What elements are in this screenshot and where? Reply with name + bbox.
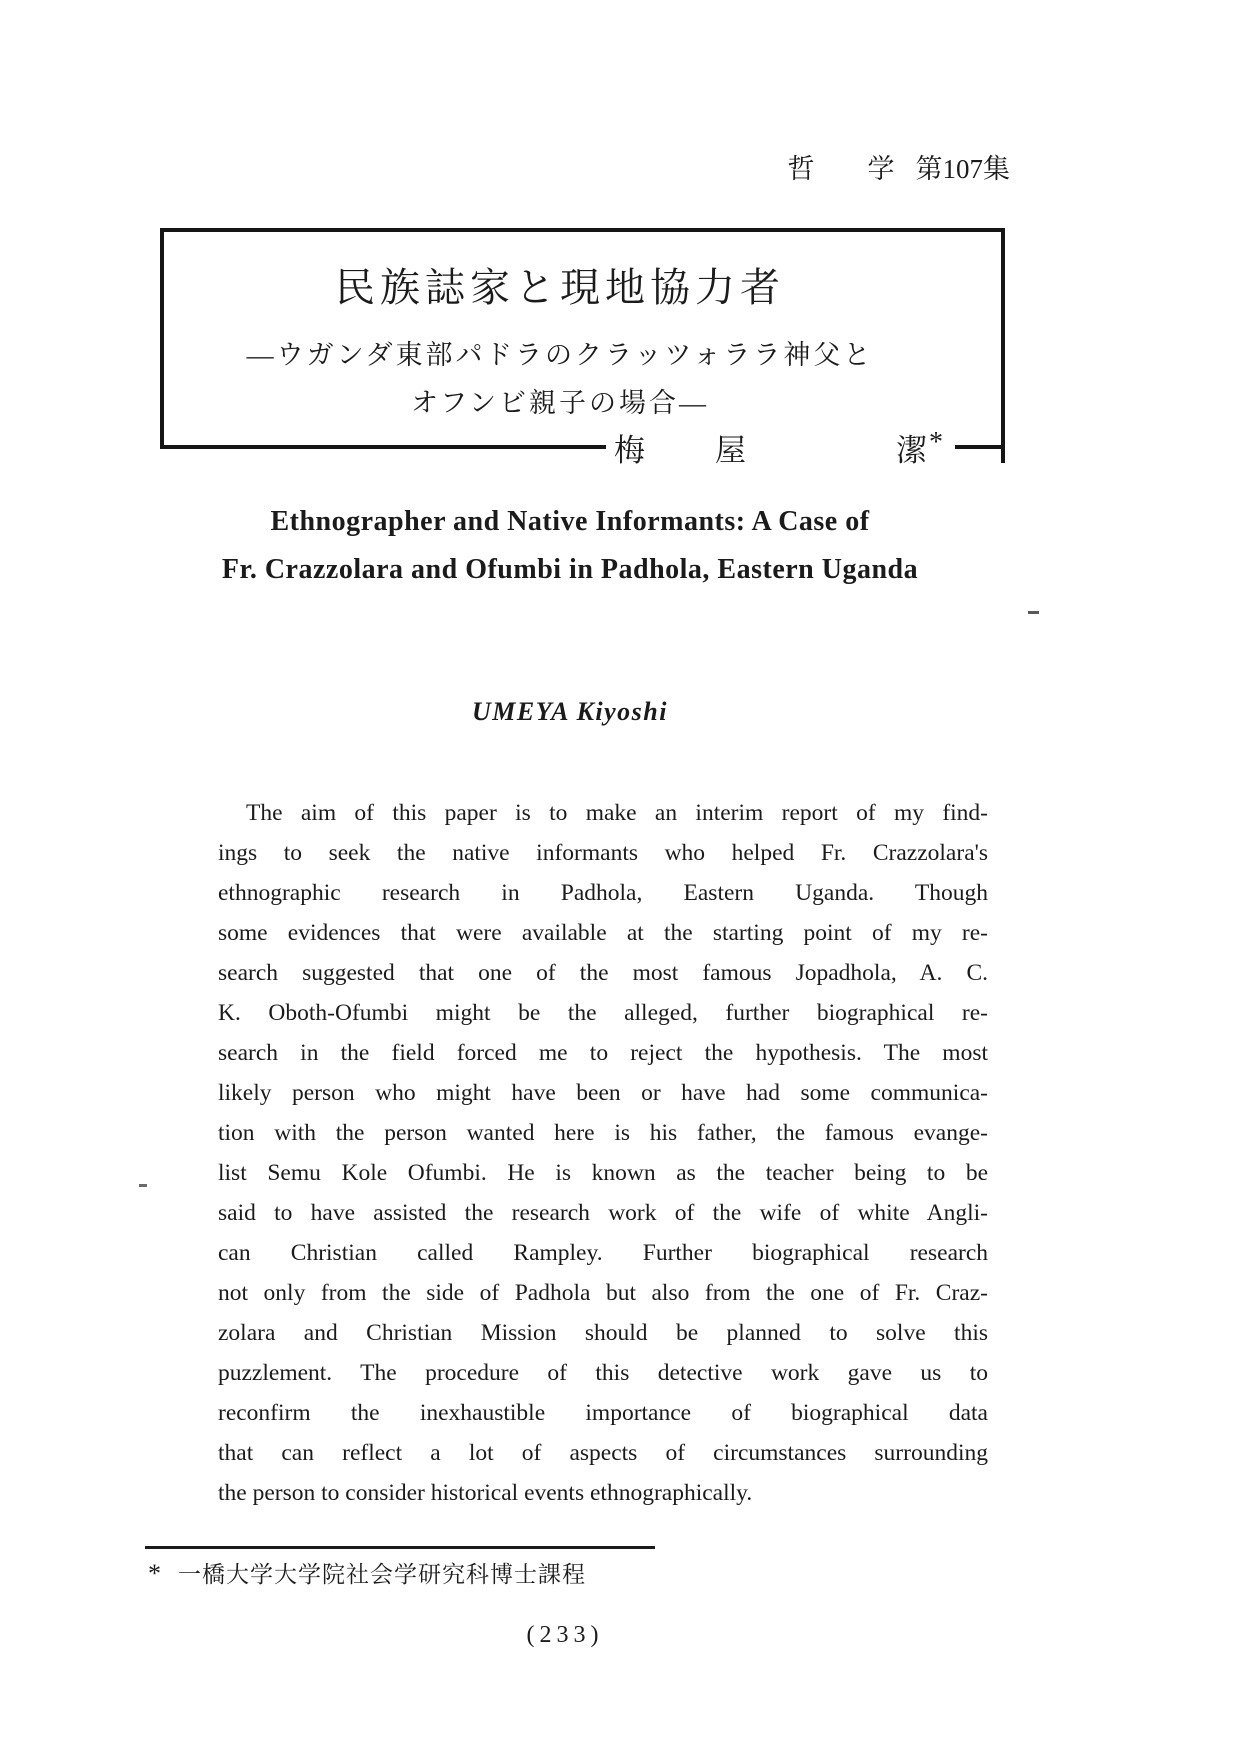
abstract-line: tion with the person wanted here is his father, the famous evange- — [218, 1120, 988, 1146]
abstract-line: likely person who might have been or have had some communica- — [218, 1080, 988, 1106]
footnote-marker: * — [148, 1559, 162, 1588]
page-number: (233) — [526, 1622, 604, 1648]
author-rule-left — [160, 445, 606, 449]
scan-artifact — [139, 1184, 147, 1187]
english-title-line-2: Fr. Crazzolara and Ofumbi in Padhola, Eastern Uganda — [221, 554, 919, 585]
author-name-romanized: UMEYA Kiyoshi — [471, 697, 668, 726]
footnote-text: 一橋大学大学院社会学研究科博士課程 — [178, 1562, 586, 1587]
abstract-line: The aim of this paper is to make an interim report of my find- — [246, 800, 988, 826]
abstract-line: can Christian called Rampley. Further biographical research — [218, 1240, 988, 1266]
journal-issue-number: 第107集 — [915, 154, 1010, 184]
abstract-line: list Semu Kole Ofumbi. He is known as the teacher being to be — [218, 1160, 988, 1186]
abstract-line: zolara and Christian Mission should be planned to solve this — [218, 1320, 988, 1346]
abstract-line: reconfirm the inexhaustible importance of biographical data — [218, 1400, 988, 1426]
abstract-line: said to have assisted the research work of the wife of white Angli- — [218, 1200, 988, 1226]
author-surname-char: 屋 — [715, 432, 746, 468]
author-footnote-marker: * — [929, 427, 943, 458]
abstract-line: K. Oboth-Ofumbi might be the alleged, further biographical re- — [218, 1000, 988, 1026]
author-rule-right — [955, 445, 1005, 449]
abstract-line: the person to consider historical events ethnographically. — [218, 1480, 753, 1506]
journal-header — [788, 147, 1011, 186]
title-box — [160, 228, 1005, 468]
abstract-line: search in the field forced me to reject the hypothesis. The most — [218, 1040, 988, 1066]
footnote — [148, 1556, 586, 1589]
paper-title-japanese: 民族誌家と現地協力者 — [335, 265, 785, 310]
journal-title-char: 哲 — [787, 154, 815, 184]
abstract-line: that can reflect a lot of aspects of circumstances surrounding — [218, 1440, 988, 1466]
abstract-line: ings to seek the native informants who helped Fr. Crazzolara's — [218, 840, 988, 866]
abstract-line: puzzlement. The procedure of this detective work gave us to — [218, 1360, 988, 1386]
scan-artifact — [1028, 611, 1039, 614]
paper-title-english — [0, 498, 1140, 594]
abstract-line: ethnographic research in Padhola, Eastern Uganda. Though — [218, 880, 988, 906]
footnote-rule — [145, 1546, 655, 1549]
abstract-line: not only from the side of Padhola but also from the one of Fr. Craz- — [218, 1280, 988, 1306]
abstract-line: some evidences that were available at the starting point of my re- — [218, 920, 988, 946]
author-surname-char: 梅 — [614, 432, 645, 468]
author-given-name-char: 潔 — [896, 432, 927, 468]
author-rule-row — [160, 425, 1005, 469]
abstract-body — [218, 793, 988, 1513]
paper-subtitle-line-1: —ウガンダ東部パドラのクラッツォララ神父と — [246, 340, 874, 370]
box-corner-tick — [1001, 447, 1005, 463]
journal-title-char: 学 — [867, 154, 895, 184]
author-name-japanese — [606, 425, 955, 470]
abstract-line: search suggested that one of the most famous Jopadhola, A. C. — [218, 960, 988, 986]
english-title-line-1: Ethnographer and Native Informants: A Case of — [270, 506, 870, 537]
paper-subtitle-line-2: オフンビ親子の場合— — [410, 388, 710, 418]
